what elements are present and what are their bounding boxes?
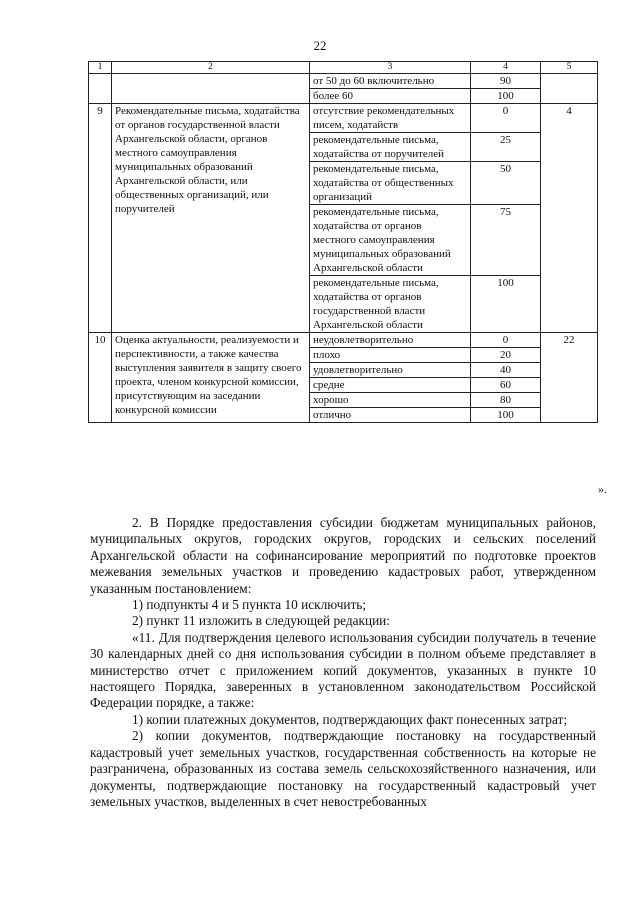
points-cell: 0 (471, 104, 541, 133)
row-number-cell: 9 (89, 104, 112, 333)
points-cell: 100 (471, 276, 541, 333)
table-row (89, 333, 598, 348)
header-cell: 1 (89, 62, 112, 74)
option-cell: средне (310, 378, 471, 393)
option-cell: неудовлетворительно (310, 333, 471, 348)
points-cell: 60 (471, 378, 541, 393)
page-number: 22 (313, 38, 327, 53)
header-cell: 5 (541, 62, 598, 74)
paragraph: 2. В Порядке предоставления субсидии бюджетам муниципальных районов, муниципальных округов, городских округов, городских и сельских поселений Архангельской области на софинансирование мероприятий по подготовке проектов межевания земельных участков и проведению кадастровых работ, утвержденном указанным постановлением: (90, 515, 596, 596)
closing-quote-mark: ». (598, 482, 607, 496)
paragraph: 1) копии платежных документов, подтверждающих факт понесенных затрат; (132, 711, 568, 727)
points-cell: 40 (471, 363, 541, 378)
option-cell: хорошо (310, 393, 471, 408)
max-points-cell: 4 (541, 104, 598, 333)
points-cell: 90 (471, 74, 541, 89)
option-cell: рекомендательные письма, ходатайства от общественных организаций (310, 162, 471, 205)
points-cell: 100 (471, 89, 541, 104)
option-cell: отсутствие рекомендательных писем, ходатайств (310, 104, 471, 133)
row-number-cell: 10 (89, 333, 112, 423)
points-cell: 50 (471, 162, 541, 205)
option-cell: рекомендательные письма, ходатайства от поручителей (310, 133, 471, 162)
points-cell: 75 (471, 205, 541, 276)
paragraph: 2) копии документов, подтверждающие постановку на государственный кадастровый учет земельных участков, государственная собственность на которые не разграничена, образованных из состава земель сельскохозяйственного назначения, или документы, подтверждающие постановку на государственный кадастровый учет земельных участков, выделенных в счет невостребованных (90, 728, 596, 809)
points-cell: 0 (471, 333, 541, 348)
table-header-row (89, 62, 598, 74)
points-cell: 80 (471, 393, 541, 408)
paragraph: 1) подпункты 4 и 5 пункта 10 исключить; (132, 597, 367, 613)
option-cell: удовлетворительно (310, 363, 471, 378)
max-points-cell: 22 (541, 333, 598, 423)
header-cell: 3 (310, 62, 471, 74)
criterion-cell (112, 74, 310, 104)
header-cell: 2 (112, 62, 310, 74)
paragraph: 2) пункт 11 изложить в следующей редакции: (132, 613, 390, 629)
points-cell: 20 (471, 348, 541, 363)
points-cell: 25 (471, 133, 541, 162)
option-cell: отлично (310, 408, 471, 423)
points-cell: 100 (471, 408, 541, 423)
criteria-table (88, 61, 598, 423)
option-cell: более 60 (310, 89, 471, 104)
option-cell: от 50 до 60 включительно (310, 74, 471, 89)
option-cell: плохо (310, 348, 471, 363)
body-text (90, 515, 596, 810)
max-points-cell (541, 74, 598, 104)
header-cell: 4 (471, 62, 541, 74)
criterion-cell: Оценка актуальности, реализуемости и перспективности, а также качества выступления заявителя в защиту своего проекта, членом конкурсной комиссии, присутствующим на заседании конкурсной комиссии (112, 333, 310, 423)
option-cell: рекомендательные письма, ходатайства от органов местного самоуправления муниципальных образований Архангельской области (310, 205, 471, 276)
table-row (89, 104, 598, 133)
row-number-cell (89, 74, 112, 104)
criterion-cell: Рекомендательные письма, ходатайства от органов государственной власти Архангельской области, органов местного самоуправления муниципальных образований Архангельской области, или общественных организаций, или поручителей (112, 104, 310, 333)
paragraph: «11. Для подтверждения целевого использования субсидии получатель в течение 30 календарных дней со дня использования субсидии в полном объеме представляет в министерство отчет с приложением копий документов, указанных в пункте 10 настоящего Порядка, заверенных в установленном законодательством Российской Федерации порядке, а также: (90, 629, 596, 711)
option-cell: рекомендательные письма, ходатайства от органов государственной власти Архангельской области (310, 276, 471, 333)
table-row (89, 74, 598, 89)
